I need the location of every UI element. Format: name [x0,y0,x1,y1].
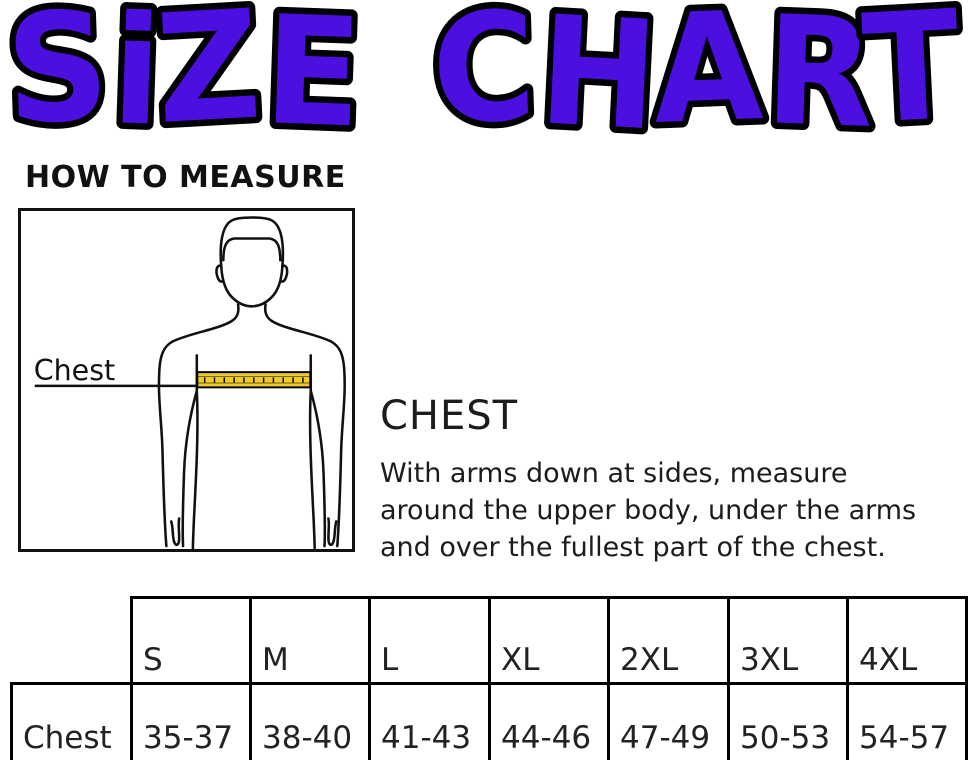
title-word-chart: CHART [429,0,971,152]
instruction-line: and over the fullest part of the chest. [380,532,886,563]
instruction-line: With arms down at sides, measure [380,458,848,489]
body-measurement-illustration [21,211,352,549]
chest-value-l: 41-43 [370,684,490,760]
page-title [0,0,978,152]
how-to-measure-heading: HOW TO MEASURE [25,160,346,195]
chest-value-3xl: 50-53 [729,684,848,760]
col-header-3xl: 3XL [729,598,848,684]
measurement-figure-box [18,208,355,552]
col-header-xl: XL [490,598,609,684]
chest-value-4xl: 54-57 [848,684,967,760]
size-table [10,596,968,760]
chest-value-xl: 44-46 [490,684,609,760]
chest-value-2xl: 47-49 [609,684,729,760]
title-word-size: SiZE [3,0,370,152]
col-header-l: L [370,598,490,684]
row-label-chest: Chest [12,684,132,760]
col-header-4xl: 4XL [848,598,967,684]
col-header-2xl: 2XL [609,598,729,684]
instruction-line: around the upper body, under the arms [380,495,917,526]
col-header-m: M [251,598,370,684]
chest-value-s: 35-37 [132,684,251,760]
chest-section-heading: CHEST [380,393,519,439]
measuring-tape [197,372,310,387]
chest-label: Chest [33,353,116,388]
chest-value-m: 38-40 [251,684,370,760]
table-header-row [12,598,967,684]
table-row-chest [12,684,967,760]
table-corner-cell [12,598,132,684]
col-header-s: S [132,598,251,684]
chest-instructions [380,393,958,566]
